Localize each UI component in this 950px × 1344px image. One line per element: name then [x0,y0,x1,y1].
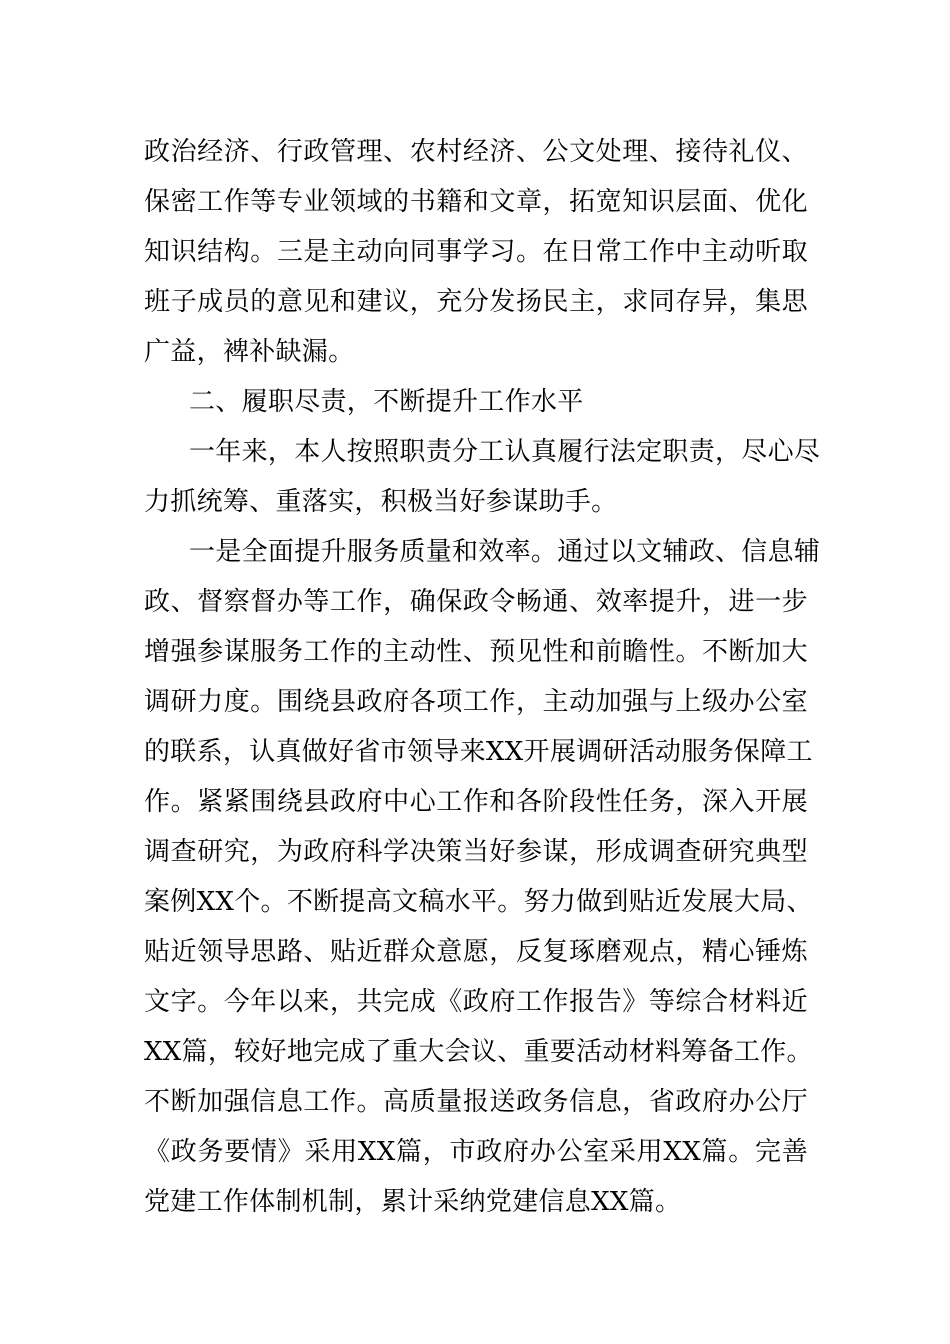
text-line: 《政务要情》采用XX篇，市政府办公室采用XX篇。完善 [144,1137,808,1167]
text-line: 的联系，认真做好省市领导来XX开展调研活动服务保障工 [144,737,813,767]
text-line: 党建工作体制机制，累计采纳党建信息XX篇。 [144,1187,682,1217]
text-line: 文字。今年以来，共完成《政府工作报告》等综合材料近 [144,987,808,1017]
document-body [144,127,821,1227]
text-line: 作。紧紧围绕县政府中心工作和各阶段性任务，深入开展 [144,787,808,817]
text-line: 贴近领导思路、贴近群众意愿，反复琢磨观点，精心锤炼 [144,937,808,967]
text-line: 班子成员的意见和建议，充分发扬民主，求同存异，集思 [144,287,808,317]
text-line: 力抓统筹、重落实，积极当好参谋助手。 [144,487,618,517]
text-line: 不断加强信息工作。高质量报送政务信息，省政府办公厅 [144,1087,808,1117]
text-line: 增强参谋服务工作的主动性、预见性和前瞻性。不断加大 [144,637,808,667]
text-line: 一是全面提升服务质量和效率。通过以文辅政、信息辅 [189,537,821,567]
text-line: 一年来，本人按照职责分工认真履行法定职责，尽心尽 [189,437,821,467]
text-line: 政治经济、行政管理、农村经济、公文处理、接待礼仪、 [144,137,808,167]
text-line: 保密工作等专业领域的书籍和文章，拓宽知识层面、优化 [144,187,808,217]
text-line: 知识结构。三是主动向同事学习。在日常工作中主动听取 [144,237,808,267]
text-line: XX篇，较好地完成了重大会议、重要活动材料筹备工作。 [144,1037,813,1067]
text-line: 案例XX个。不断提高文稿水平。努力做到贴近发展大局、 [144,887,813,917]
section-heading: 二、履职尽责，不断提升工作水平 [189,387,584,417]
text-line: 调查研究，为政府科学决策当好参谋，形成调查研究典型 [144,837,808,867]
text-line: 调研力度。围绕县政府各项工作，主动加强与上级办公室 [144,687,808,717]
text-line: 政、督察督办等工作，确保政令畅通、效率提升，进一步 [144,587,808,617]
text-line: 广益，裨补缺漏。 [144,337,355,367]
